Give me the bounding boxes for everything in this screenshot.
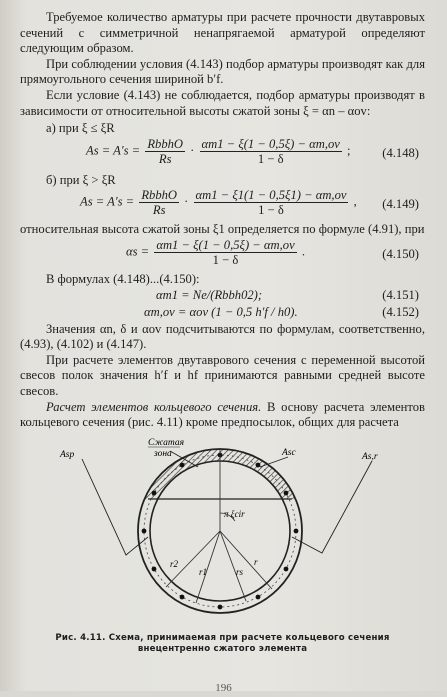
paragraph-2: При соблюдении условия (4.143) подбор арматуры производят как для прямоугольного сечения шириной b′f.: [20, 56, 425, 87]
label-compressed: Сжатая: [148, 437, 185, 448]
paragraph-6: Значения αn, δ и αov подсчитываются по формулам, соответственно, (4.93), (4.102) и (4.147).: [20, 321, 425, 352]
case-a-label: а) при ξ ≤ ξR: [46, 121, 115, 136]
eq148-den1: Rs: [158, 151, 172, 166]
section-title-ring: Расчет элементов кольцевого сечения.: [46, 399, 262, 414]
paragraph-1: Требуемое количество арматуры при расчете прочности двутавровых сечений с симметричной ненапрягаемой арматурой определяют следующим образом.: [20, 10, 425, 56]
eq148-lhs: As = A′s =: [86, 143, 141, 158]
label-asc: Asc: [282, 447, 296, 458]
label-r2: r2: [170, 558, 179, 569]
equation-4-152: [20, 305, 425, 322]
label-asp: Asp: [60, 449, 75, 460]
eq149-den1: Rs: [152, 203, 166, 218]
eq151-number: (4.151): [382, 287, 419, 302]
page-number: 196: [215, 682, 232, 695]
eq148-den2: 1 − δ: [257, 151, 284, 166]
radius-rs-line: [220, 531, 246, 601]
radius-r-line: [220, 531, 272, 589]
equation-4-148: As = A′s = $\frac{\text{RbbhO}}{Rs}$ · $\frac{\alpha m1 - \xi(1 - 0,5\xi) - \alpha m,ov}{1 - \delta}$ ; (4.148): [86, 136, 419, 166]
equation-4-149: As = A′s = $\frac{\text{RbbhO}}{Rs}$ · $\frac{\alpha m1 - \xi 1(1 - 0,5\xi 1) - \alpha m,ov}{1 - \delta}$ , (4.149): [80, 188, 419, 218]
ring-section-diagram: [20, 437, 425, 629]
eq149-num2: αm1 − ξ1(1 − 0,5ξ1) − αm,ov: [195, 188, 347, 203]
equation-4-151: [20, 288, 425, 305]
equation-4-150: [20, 238, 425, 272]
paragraph-8-rest: В основу расчета элементов кольцевого сечения (рис. 4.11) кроме предпосылок, общих для расчета: [20, 399, 425, 430]
eq149-den2: 1 − δ: [258, 203, 284, 218]
eq148-num1: RbbhO: [147, 136, 184, 151]
eq148-num2: αm1 − ξ(1 − 0,5ξ) − αm,ov: [201, 136, 340, 151]
eq150-number: (4.150): [382, 246, 419, 261]
eq148-tail: ;: [347, 143, 351, 158]
eq152-text: αm,ov = αov (1 − 0,5 h′f / h0).: [144, 304, 298, 319]
eq148-number: (4.148): [382, 145, 419, 160]
label-as-r: As,r: [362, 451, 378, 462]
paragraph-7: При расчете элементов двутаврового сечения с переменной высотой свесов полок значения h′f и hf принимаются равными средней высоте свесов.: [20, 352, 425, 398]
eq149-number: (4.149): [382, 197, 419, 212]
label-zone: зона: [154, 448, 172, 459]
figure-caption: Рис. 4.11. Схема, принимаемая при расчете кольцевого сечения внецентренно сжатого элемента: [55, 632, 390, 654]
case-b-label: б) при ξ > ξR: [46, 172, 116, 187]
label-r1: r1: [199, 566, 208, 577]
paragraph-8: [20, 400, 425, 431]
eq149-num1: RbbhO: [141, 188, 178, 203]
paragraph-3: Если условие (4.143) не соблюдается, подбор арматуры производят в зависимости от относительной высоты сжатой зоны ξ = αn – αov:: [20, 87, 425, 118]
eq149-lhs: As = A′s =: [80, 194, 135, 209]
eq149-tail: ,: [353, 194, 357, 209]
eq150-lhs: αs =: [126, 244, 150, 259]
eq151-text: αm1 = Ne/(Rbbh02);: [156, 287, 263, 302]
eq152-number: (4.152): [382, 304, 419, 319]
as-r-leader: [292, 461, 372, 553]
figure-ring-section: [20, 437, 425, 629]
eq150-den: 1 − δ: [212, 252, 239, 267]
label-angle: π ξcir: [224, 508, 245, 519]
label-rs: rs: [236, 566, 244, 577]
paragraph-5: В формулах (4.148)...(4.150):: [46, 271, 200, 286]
label-r: r: [254, 556, 258, 567]
eq150-tail: .: [301, 244, 305, 259]
paragraph-4: относительная высота сжатой зоны ξ1 определяется по формуле (4.91), при: [20, 222, 425, 237]
eq150-num: αm1 − ξ(1 − 0,5ξ) − αm,ov: [156, 237, 295, 252]
